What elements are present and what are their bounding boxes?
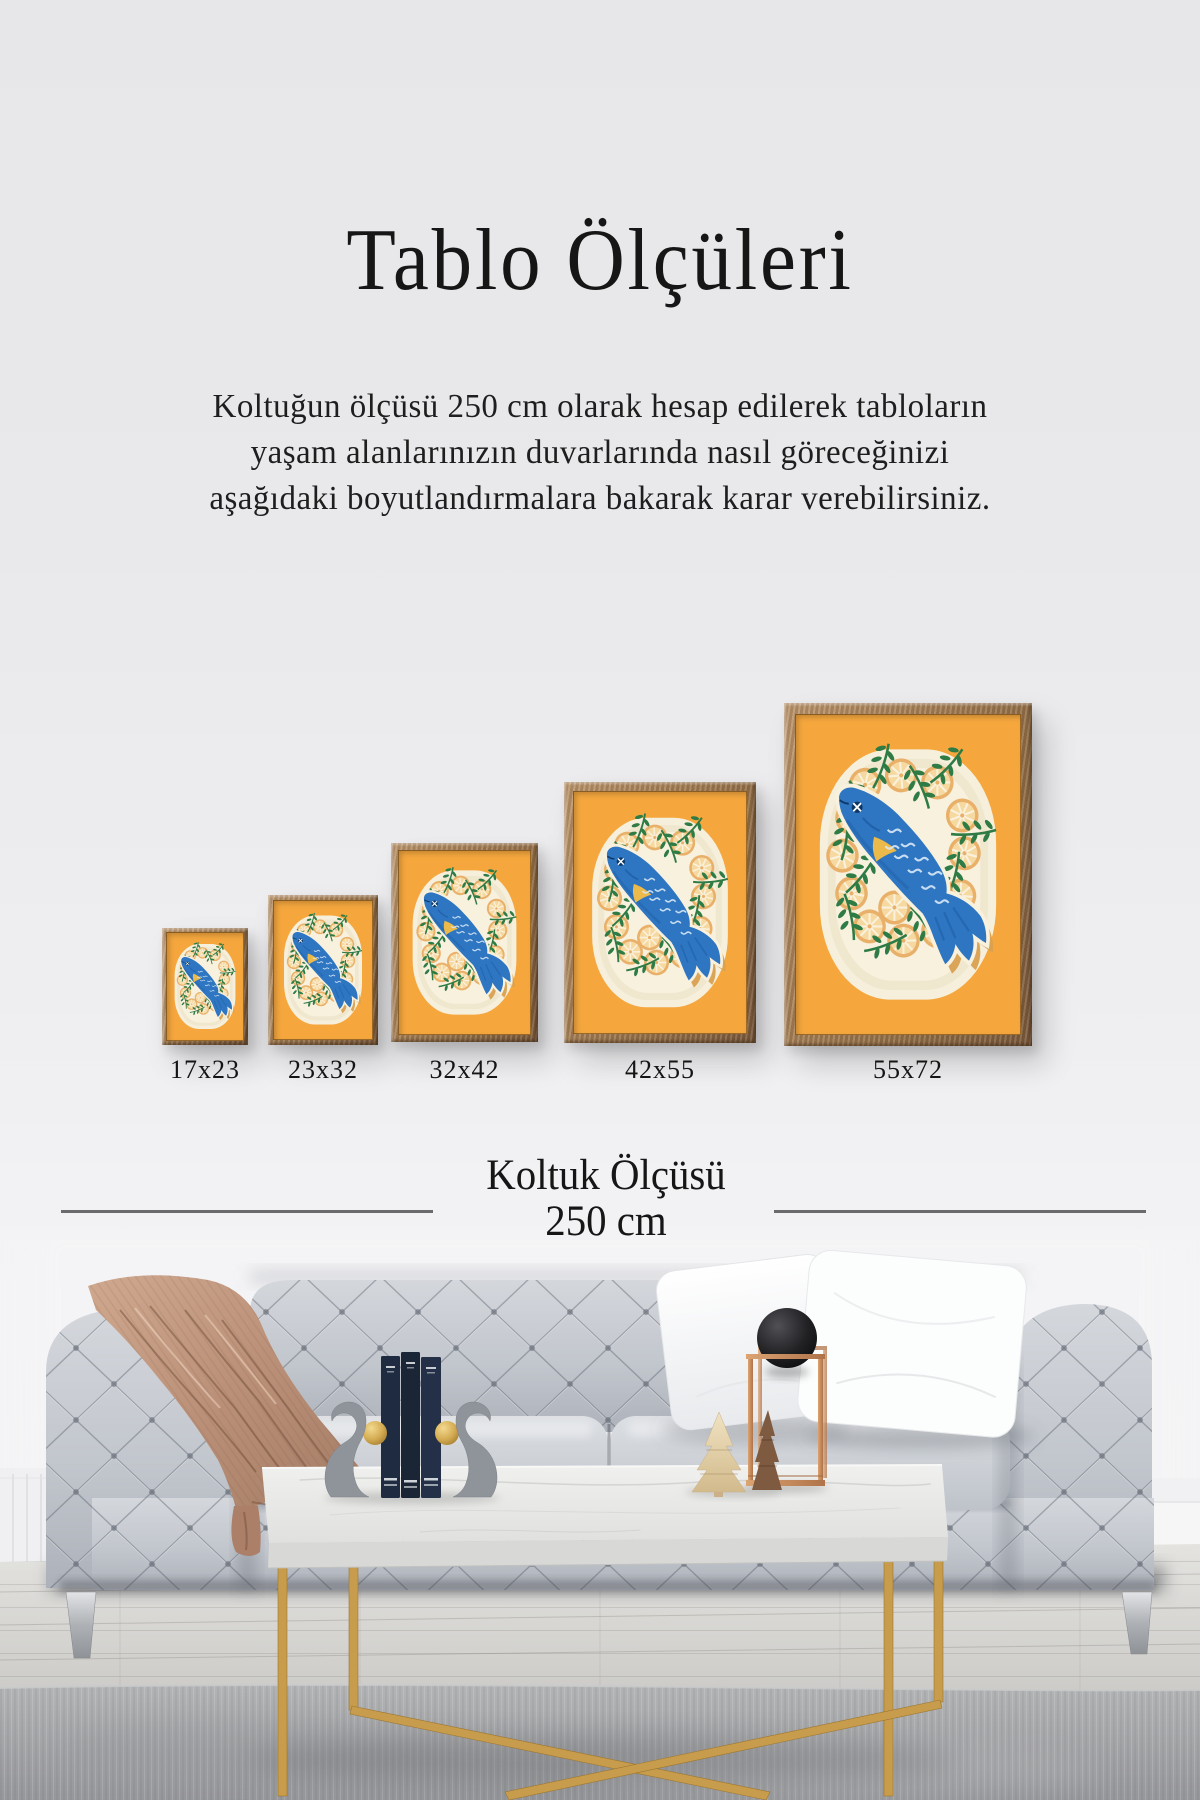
frame-42x55 bbox=[564, 782, 756, 1043]
sofa-note-title: Koltuk Ölçüsü bbox=[486, 1152, 726, 1199]
frame-17x23 bbox=[162, 928, 248, 1045]
fish-artwork bbox=[398, 850, 531, 1035]
page-title: Tablo Ölçüleri bbox=[346, 211, 854, 309]
divider-line-right bbox=[774, 1210, 1146, 1213]
intro-line-3: aşağıdaki boyutlandırmalara bakarak karar verebilirsiniz. bbox=[209, 480, 991, 517]
gold-sphere-right bbox=[435, 1421, 459, 1445]
fish-artwork bbox=[795, 714, 1021, 1035]
white-pillows bbox=[654, 1249, 1035, 1448]
gold-sphere-left bbox=[363, 1421, 387, 1445]
frame-size-label: 32x42 bbox=[429, 1055, 500, 1084]
frame-size-label: 23x32 bbox=[288, 1055, 358, 1084]
intro-line-2: yaşam alanlarınızın duvarlarında nasıl göreceğinizi bbox=[250, 434, 950, 471]
pillow-right bbox=[796, 1249, 1028, 1439]
frame-size-label: 17x23 bbox=[170, 1055, 240, 1084]
frame-size-label: 42x55 bbox=[625, 1055, 695, 1084]
fish-artwork bbox=[166, 932, 244, 1041]
fish-artwork bbox=[273, 900, 373, 1040]
frame-55x72 bbox=[784, 703, 1032, 1046]
frame-size-label: 55x72 bbox=[873, 1055, 943, 1084]
frame-23x32 bbox=[268, 895, 378, 1045]
divider-line-left bbox=[61, 1210, 433, 1213]
living-room-photo bbox=[0, 1240, 1200, 1800]
intro-line-1: Koltuğun ölçüsü 250 cm olarak hesap edilerek tabloların bbox=[212, 388, 988, 425]
frame-32x42 bbox=[391, 843, 538, 1042]
fish-artwork bbox=[573, 791, 747, 1034]
marble-coffee-table bbox=[262, 1465, 948, 1568]
sofa-note-value: 250 cm bbox=[545, 1198, 667, 1245]
